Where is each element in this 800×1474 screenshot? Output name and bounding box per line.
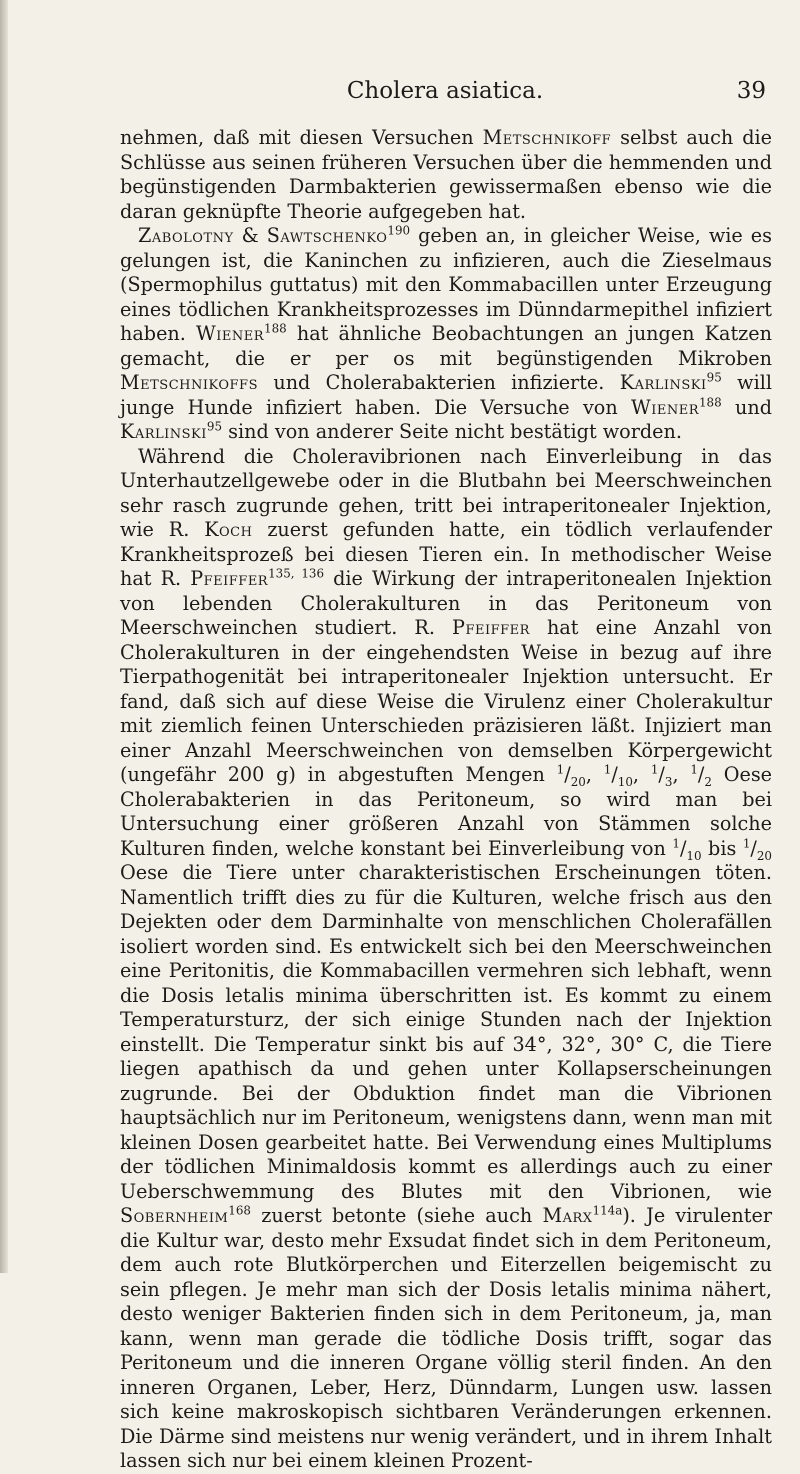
text-run: zuerst betonte (siehe auch: [251, 1204, 543, 1227]
reference-number: 1: [672, 836, 680, 851]
reference-number: 1: [742, 836, 751, 851]
author-name: Pfeiffer: [452, 616, 530, 639]
text-run: und Cholerabakterien infizierte.: [257, 371, 620, 394]
text-run: /: [564, 763, 571, 786]
reference-number: 1: [690, 762, 698, 777]
text-run: ,: [585, 763, 604, 786]
text-run: Oese die Tiere unter charakteristischen Erscheinungen töten. Namentlich trifft dies zu für die Kulturen, welche frisch aus den Dejekten oder dem Darminhalte von menschlichen Cholerafällen isoliert worden sind. Es entwickelt sich bei den Meerschweinchen eine Peritonitis, die Kommabacillen vermehren sich lebhaft, wenn die Dosis letalis minima überschritten ist. Es kommt zu einem Temperatursturz, der sich einige Stunden nach der Injektion einstellt. Die Temperatur sinkt bis auf 34°, 32°, 30° C, die Tiere liegen apathisch da und gehen unter Kollapserscheinungen zugrunde. Bei der Obduktion findet man die Vibrionen hauptsächlich nur im Peritoneum, wenigstens dann, wenn man mit kleinen Dosen gearbeitet hatte. Bei Verwendung eines Multiplums der tödlichen Minimaldosis kommt es allerdings auch zu einer Ueberschwemmung des Blutes mit den Vibrionen, wie: [120, 861, 772, 1203]
author-name: Sobernheim: [120, 1204, 229, 1227]
page-header: [120, 76, 770, 106]
page-edge: [0, 0, 8, 1273]
author-name: Wiener: [196, 322, 265, 345]
text-run: bis: [701, 836, 743, 860]
author-name: Pfeiffer: [190, 567, 269, 590]
author-name: Marx: [542, 1204, 593, 1227]
text-run: selbst auch die Schlüsse aus seinen früheren Versuchen über die hemmenden und begünstigenden Darmbakterien gewissermaßen ebenso wie die daran geknüpfte Theorie aufgegeben hat.: [120, 126, 772, 223]
text-run: hat eine Anzahl von Cholerakulturen in der eingehendsten Weise in bezug auf ihre Tierpathogenität bei intraperitonealer Injektion untersucht. Er fand, daß sich auf diese Weise die Virulenz einer Cholerakultur mit ziemlich feinen Unterschieden präzisieren läßt. Injiziert man einer Anzahl Meerschweinchen von demselben Körpergewicht (ungefähr 200 g) in abgestuften Mengen: [120, 616, 772, 786]
fraction-denominator: 2: [704, 774, 712, 789]
fraction-denominator: 20: [756, 848, 772, 863]
author-name: Wiener: [630, 395, 699, 419]
author-name: Sawtschenko: [266, 224, 388, 247]
reference-number: 135, 136: [268, 566, 325, 581]
text-run: Während die Choleravibrionen nach Einverleibung in das Unterhautzellgewebe oder in die Blutbahn bei Meerschweinchen sehr rasch zugrunde gehen, tritt bei intraperitonealer Injektion, wie R.: [120, 444, 772, 541]
fraction-denominator: 10: [617, 774, 633, 789]
text-run: /: [750, 836, 757, 860]
text-run: ). Je virulenter die Kultur war, desto mehr Exsudat findet sich in dem Peritoneum, dem auch rote Blutkörperchen und Eiterzellen beigemischt zu sein pflegen. Je mehr man sich der Dosis letalis minima nähert, desto weniger Bakterien finden sich in dem Peritoneum, ja, man kann, wenn man gerade die tödliche Dosis trifft, sogar das Peritoneum und die inneren Organe völlig steril finden. An den inneren Organen, Leber, Herz, Dünndarm, Lungen usw. lassen sich keine makroskopisch sichtbaren Veränderungen erkennen. Die Därme sind meistens nur wenig verändert, und in ihrem Inhalt lassen sich nur bei einem kleinen Prozent-: [120, 1204, 772, 1472]
reference-number: 188: [264, 321, 287, 336]
text-run: sind von anderer Seite nicht bestätigt worden.: [222, 420, 682, 443]
text-run: die Wirkung der intraperitonealen Injektion von lebenden Cholerakulturen in das Peritoneum von Meerschweinchen studiert. R.: [120, 567, 772, 639]
text-run: geben an, in gleicher Weise, wie es gelungen ist, die Kaninchen zu infizieren, auch die Zieselmaus (Spermophilus guttatus) mit den Kommabacillen unter Erzeugung eines tödlichen Krankheitsprozesses im Dünndarmepithel infiziert haben.: [120, 224, 773, 345]
author-name: Metschnikoffs: [120, 371, 258, 394]
text-run: zuerst gefunden hatte, ein tödlich verlaufender Krankheitsprozeß bei diesen Tieren ein. In methodischer Weise hat R.: [120, 518, 772, 590]
reference-number: 188: [698, 395, 722, 410]
running-title: Cholera asiatica.: [346, 78, 544, 104]
page-number: 39: [736, 78, 766, 104]
author-name: Koch: [204, 518, 253, 541]
author-name: Zabolotny: [138, 224, 234, 247]
text-run: ,: [632, 763, 651, 786]
reference-number: 1: [556, 762, 565, 777]
paragraph: [120, 224, 772, 445]
text-run: und: [721, 395, 772, 419]
author-name: Metschnikoff: [482, 126, 612, 149]
reference-number: 95: [706, 370, 722, 385]
text-run: hat ähnliche Beobachtungen an jungen Katzen gemacht, die er per os mit begünstigenden Mikroben: [120, 322, 772, 370]
paragraph: [120, 445, 772, 1474]
text-run: /: [611, 763, 618, 786]
text-run: /: [697, 763, 705, 786]
body-text: [120, 126, 772, 1474]
text-run: &: [233, 224, 267, 247]
text-run: ,: [672, 763, 691, 786]
reference-number: 1: [650, 762, 659, 777]
reference-number: 1: [603, 762, 612, 777]
text-run: /: [658, 763, 665, 786]
fraction-denominator: 3: [664, 774, 673, 789]
reference-number: 190: [387, 223, 411, 238]
text-run: /: [679, 836, 687, 860]
author-name: Karlinski: [120, 420, 207, 443]
fraction-denominator: 10: [686, 848, 702, 863]
text-run: will junge Hunde infiziert haben. Die Versuche von: [120, 371, 772, 419]
reference-number: 95: [206, 419, 223, 434]
reference-number: 168: [228, 1203, 251, 1218]
reference-number: 114a: [592, 1203, 623, 1218]
text-run: Oese Cholerabakterien in das Peritoneum, so wird man bei Untersuchung einer größeren Anzahl von Stämmen solche Kulturen finden, welche konstant bei Einverleibung von: [120, 763, 773, 860]
text-run: nehmen, daß mit diesen Versuchen: [120, 126, 483, 149]
paragraph: [120, 126, 772, 224]
fraction-denominator: 20: [570, 774, 586, 789]
author-name: Karlinski: [619, 371, 707, 394]
